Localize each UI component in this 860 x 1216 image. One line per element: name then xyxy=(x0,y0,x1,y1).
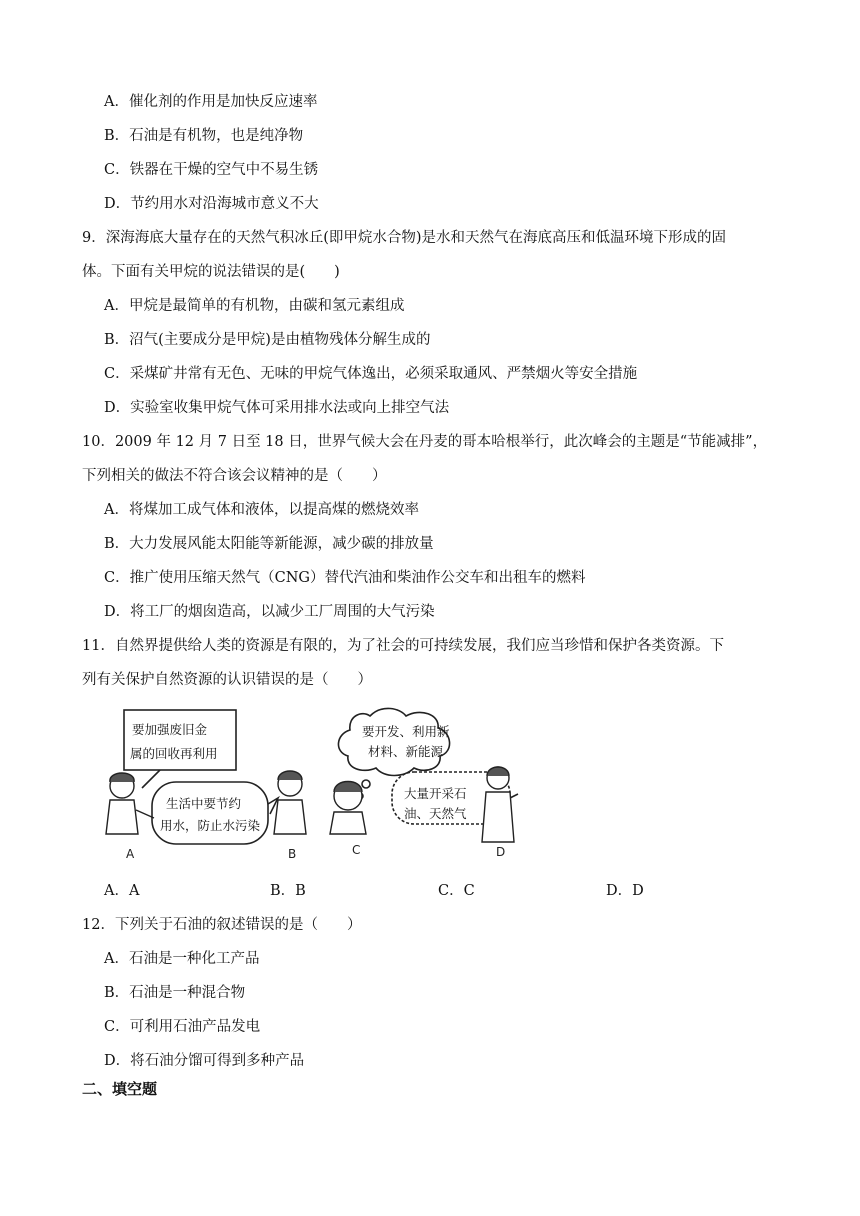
bubble-d-text-2: 油、天然气 xyxy=(404,806,467,821)
q11-stem-line2: 列有关保护自然资源的认识错误的是（ ） xyxy=(82,672,372,688)
bubble-b-text-1: 生活中要节约 xyxy=(166,796,242,811)
q11-cartoon-figure xyxy=(100,706,520,866)
q12-option-c: C．可利用石油产品发电 xyxy=(104,1019,261,1035)
q12-stem: 12．下列关于石油的叙述错误的是（ ） xyxy=(82,917,362,933)
q8-option-c: C．铁器在干燥的空气中不易生锈 xyxy=(104,162,319,178)
q8-option-d: D．节约用水对沿海城市意义不大 xyxy=(104,196,319,212)
q11-option-a: A．A xyxy=(104,883,140,899)
bubble-c-text-1: 要开发、利用新 xyxy=(362,724,450,739)
figure-label-c: C xyxy=(352,843,361,857)
bubble-c-cloud xyxy=(338,708,449,775)
bubble-a-text-1: 要加强废旧金 xyxy=(132,722,208,737)
bubble-b-box xyxy=(152,782,268,844)
person-c-icon xyxy=(330,782,366,835)
q9-option-c: C．采煤矿井常有无色、无味的甲烷气体逸出，必须采取通风、严禁烟火等安全措施 xyxy=(104,366,638,382)
q10-stem-line1: 10．2009 年 12 月 7 日至 18 日，世界气候大会在丹麦的哥本哈根举行，此次峰会的主题是“节能减排”， xyxy=(82,434,768,450)
figure-label-b: B xyxy=(288,847,297,861)
q11-option-c: C．C xyxy=(438,883,475,899)
bubble-a-text-2: 属的回收再利用 xyxy=(130,746,218,761)
q12-option-d: D．将石油分馏可得到多种产品 xyxy=(104,1053,305,1069)
q9-option-a: A．甲烷是最简单的有机物，由碳和氢元素组成 xyxy=(104,298,405,314)
bubble-d-text-1: 大量开采石 xyxy=(404,786,467,801)
q12-option-b: B．石油是一种混合物 xyxy=(104,985,246,1001)
bubble-c-text-2: 材料、新能源 xyxy=(368,744,444,759)
q10-stem-line2: 下列相关的做法不符合该会议精神的是（ ） xyxy=(82,468,387,484)
q9-stem-line2: 体。下面有关甲烷的说法错误的是( ) xyxy=(82,264,340,280)
q10-option-c: C．推广使用压缩天然气（CNG）替代汽油和柴油作公交车和出租车的燃料 xyxy=(104,570,586,586)
q9-option-d: D．实验室收集甲烷气体可采用排水法或向上排空气法 xyxy=(104,400,450,416)
bubble-a-top-box xyxy=(124,710,236,770)
person-d-icon xyxy=(482,767,514,842)
q9-stem-line1: 9．深海海底大量存在的天然气积冰丘(即甲烷水合物)是水和天然气在海底高压和低温环境下形成的固 xyxy=(82,230,727,246)
q11-option-d: D．D xyxy=(606,883,644,899)
q12-option-a: A．石油是一种化工产品 xyxy=(104,951,260,967)
bubble-b-text-2: 用水，防止水污染 xyxy=(160,818,261,833)
q8-option-a: A．催化剂的作用是加快反应速率 xyxy=(104,94,318,110)
q8-option-b: B．石油是有机物，也是纯净物 xyxy=(104,128,304,144)
person-b-icon xyxy=(274,771,306,834)
q11-option-b: B．B xyxy=(270,883,306,899)
section-heading-fill-blank: 二、填空题 xyxy=(82,1080,158,1098)
q10-option-d: D．将工厂的烟囱造高，以减少工厂周围的大气污染 xyxy=(104,604,435,620)
q11-stem-line1: 11．自然界提供给人类的资源是有限的，为了社会的可持续发展，我们应当珍惜和保护各类资源。下 xyxy=(82,638,724,654)
figure-label-d: D xyxy=(496,845,506,859)
figure-label-a: A xyxy=(126,847,135,861)
q10-option-b: B．大力发展风能太阳能等新能源，减少碳的排放量 xyxy=(104,536,434,552)
q9-option-b: B．沼气(主要成分是甲烷)是由植物残体分解生成的 xyxy=(104,332,431,348)
q10-option-a: A．将煤加工成气体和液体，以提高煤的燃烧效率 xyxy=(104,502,419,518)
